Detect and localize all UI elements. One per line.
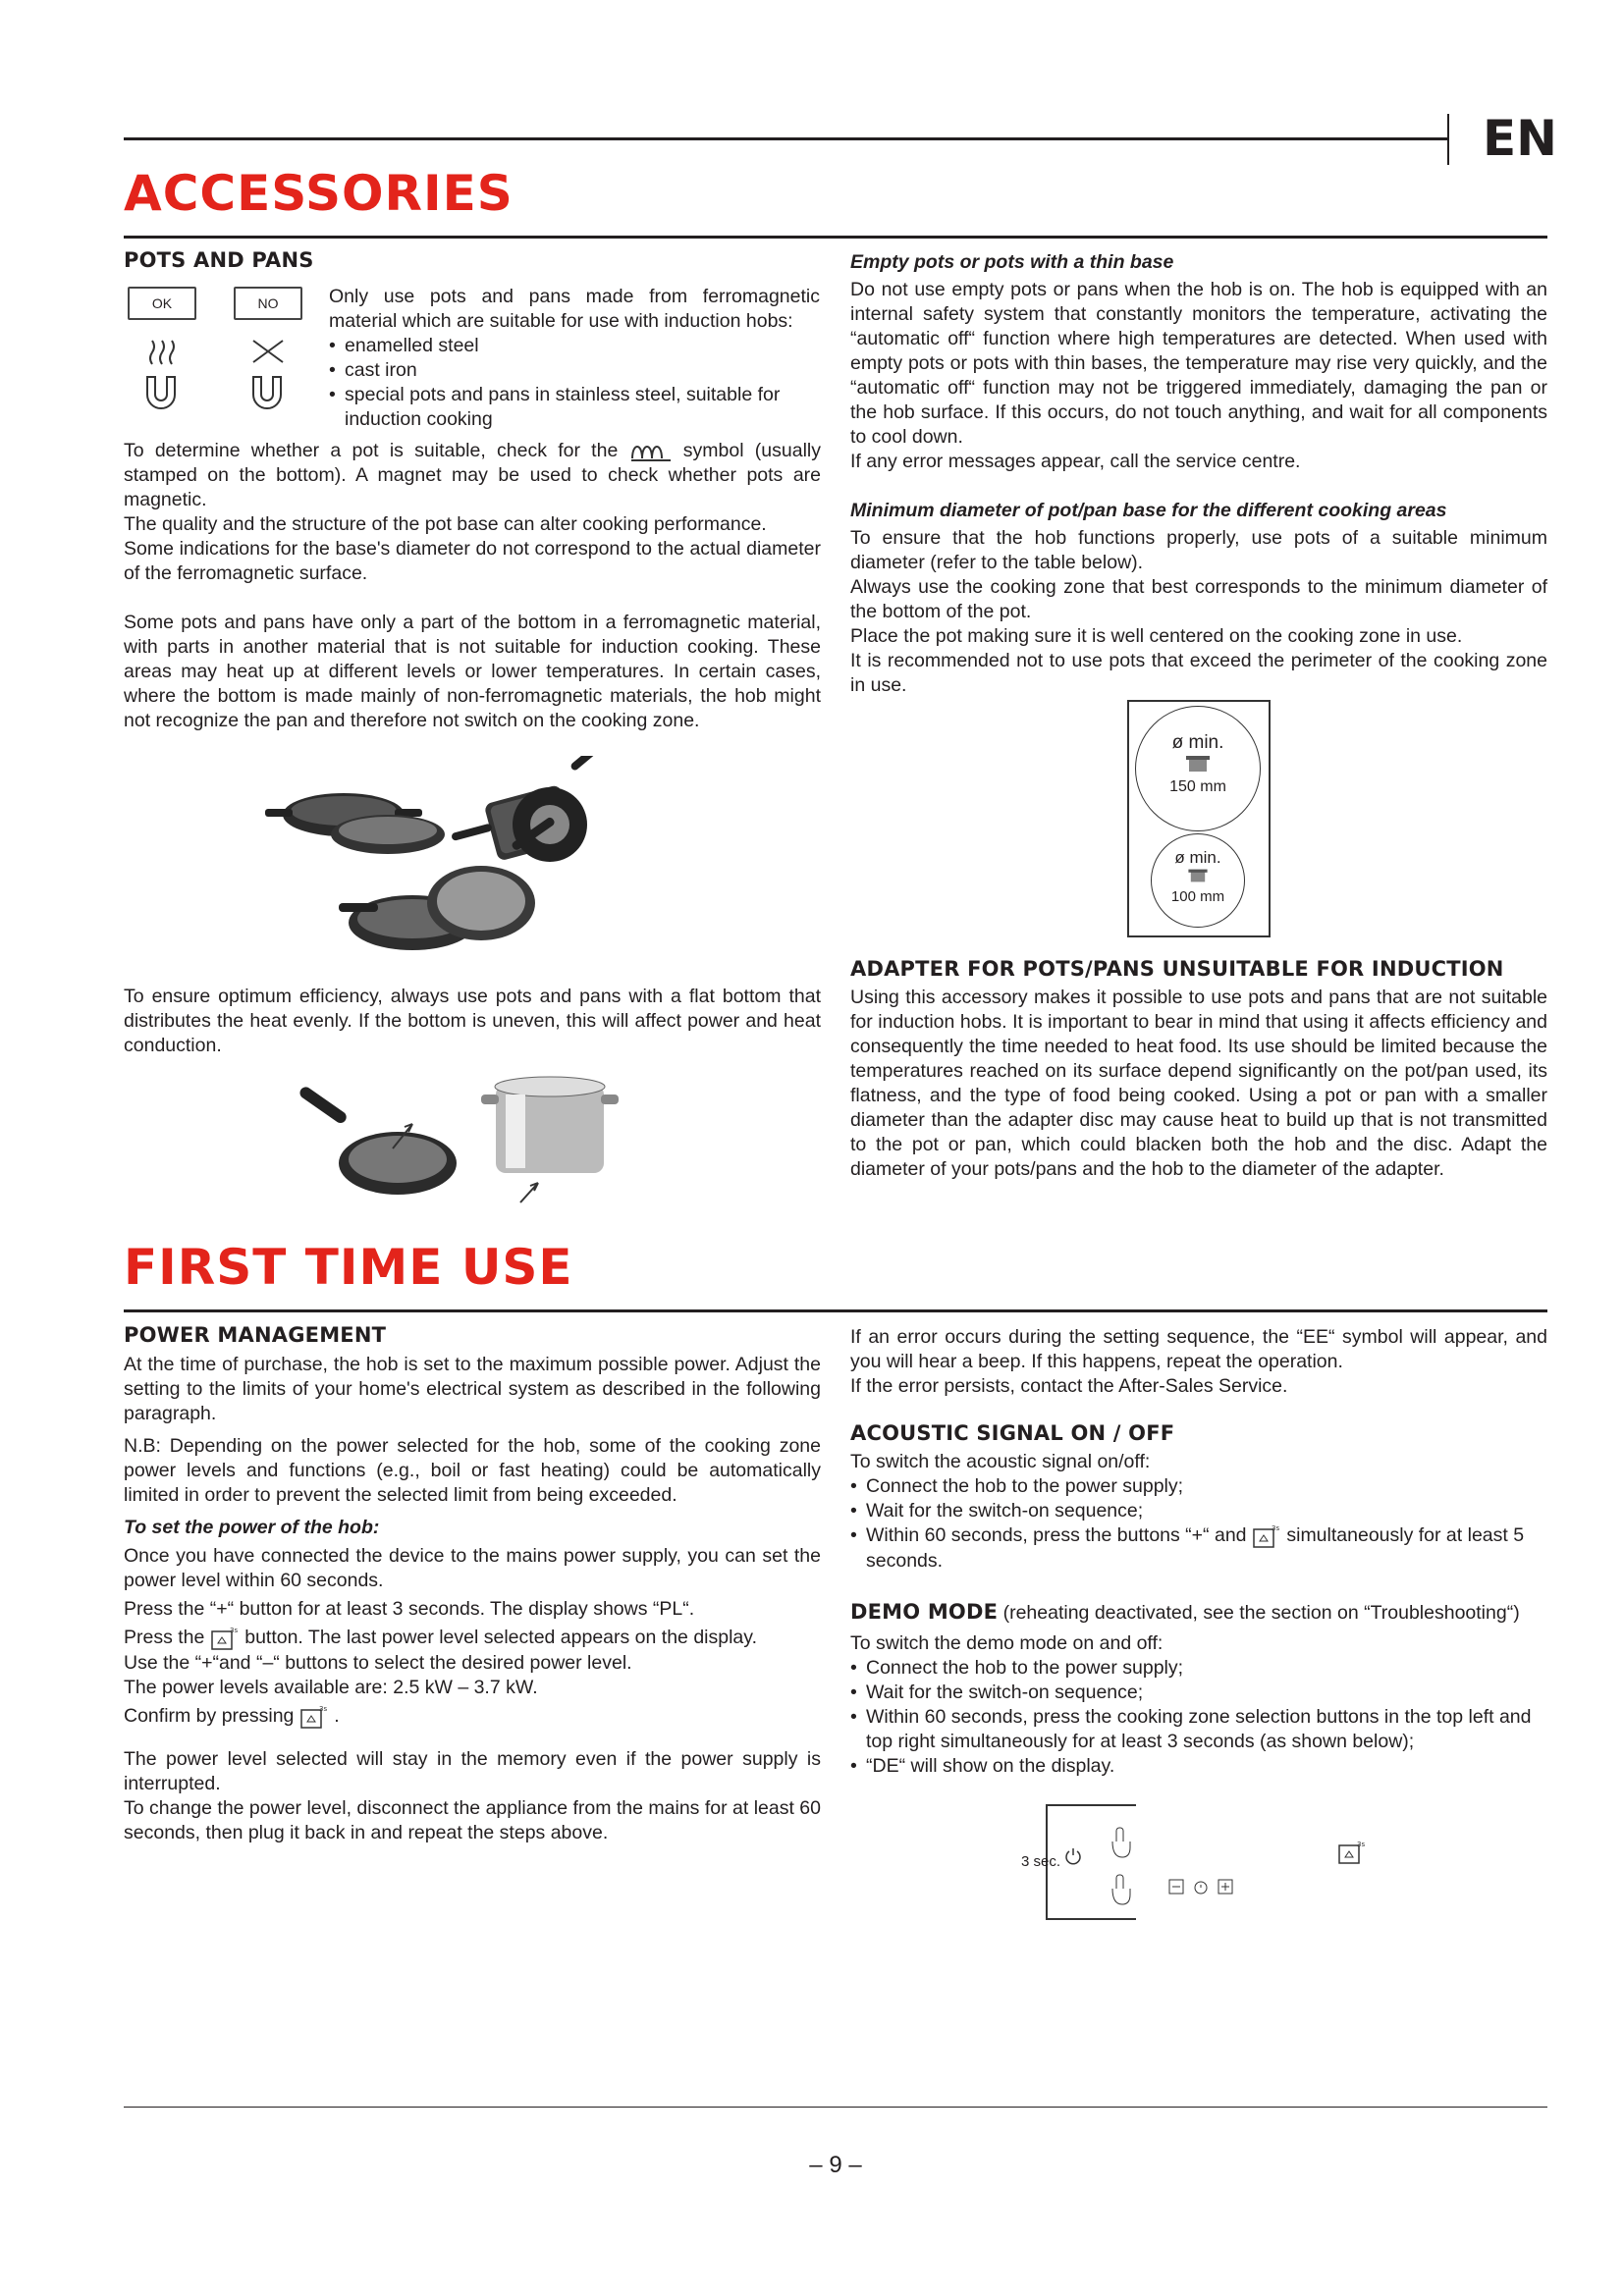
svg-text:3s: 3s <box>1271 1524 1280 1532</box>
demo-note: (reheating deactivated, see the section on “Troubleshooting“) <box>1002 1602 1520 1624</box>
demo-heading-line <box>850 1600 1520 1625</box>
power-s7: The power level selected will stay in the memory even if the power supply is interrupted. <box>124 1748 821 1794</box>
list-item: • Connect the hob to the power supply; <box>850 1474 1547 1499</box>
acoustic-block <box>850 1450 1547 1574</box>
demo-intro: To switch the demo mode on and off: <box>850 1632 1164 1654</box>
materials-list <box>329 334 820 432</box>
first-use-rule <box>124 1309 1547 1312</box>
min-diameter-p3: Place the pot making sure it is well centered on the cooking zone in use. <box>850 625 1463 647</box>
pots-intro-block <box>329 285 820 432</box>
quality-text: The quality and the structure of the pot base can alter cooking performance. <box>124 513 767 535</box>
plus-button-icon <box>1218 1879 1233 1895</box>
power-s4: Use the “+“and “–“ buttons to select the desired power level. <box>124 1652 632 1674</box>
zone-small-size: 100 mm <box>1170 888 1225 905</box>
power-sub-heading: To set the power of the hob: <box>124 1517 380 1538</box>
symbol-pre: To determine whether a pot is suitable, check for the <box>124 440 619 461</box>
pots-text-block <box>124 439 821 733</box>
lock-key-icon <box>1337 1840 1367 1865</box>
power-s3-post: button. The last power level selected appears on the display. <box>244 1627 757 1649</box>
list-item: • enamelled steel <box>329 334 820 358</box>
min-diameter-p2: Always use the cooking zone that best corresponds to the minimum diameter of the bottom of the pot. <box>850 576 1547 622</box>
pan-pot-illustration <box>295 1065 648 1212</box>
ee-block <box>850 1325 1547 1399</box>
acoustic-last-pre: Within 60 seconds, press the buttons “+“ and <box>866 1524 1247 1547</box>
power-s2: Press the “+“ button for at least 3 seconds. The display shows “PL“. <box>124 1598 695 1620</box>
induction-coil-icon <box>629 441 673 462</box>
power-s6-post: . <box>334 1705 340 1728</box>
accessories-title: ACCESSORIES <box>124 165 514 222</box>
zone-large-circle <box>1135 706 1261 831</box>
ee-p1: If an error occurs during the setting sequence, the “EE“ symbol will appear, and you will hear a beep. If this happens, repeat the operation. <box>850 1326 1547 1372</box>
first-use-title: FIRST TIME USE <box>124 1239 573 1296</box>
power-block <box>124 1353 821 1845</box>
demo-heading: DEMO MODE <box>850 1600 999 1624</box>
pots-intro: Only use pots and pans made from ferromagnetic material which are suitable for use with induction hobs: <box>329 286 820 332</box>
min-diameter-p4: It is recommended not to use pots that exceed the perimeter of the cooking zone in use. <box>850 650 1547 696</box>
demo-list <box>850 1656 1547 1779</box>
svg-text:3s: 3s <box>1357 1841 1366 1848</box>
flat-bottom-text: To ensure optimum efficiency, always use pots and pans with a flat bottom that distributes the heat evenly. If the bottom is uneven, this will affect power and heat conduction. <box>124 986 821 1056</box>
heat-waves-icon <box>147 339 177 366</box>
svg-text:3s: 3s <box>229 1627 238 1634</box>
list-item: • special pots and pans in stainless steel, suitable for induction cooking <box>329 383 820 432</box>
demo-diagram <box>1021 1796 1375 1924</box>
lock-key-icon <box>210 1626 240 1651</box>
zone-small-circle <box>1151 833 1245 928</box>
svg-text:3s: 3s <box>318 1705 327 1713</box>
footer-rule <box>124 2107 1547 2108</box>
power-icon <box>1064 1847 1082 1865</box>
power-s8: To change the power level, disconnect the appliance from the mains for at least 60 seconds, then plug it back in and repeat the steps above. <box>124 1797 821 1843</box>
power-s6 <box>124 1704 821 1730</box>
cooking-zone-diagram <box>1127 700 1271 937</box>
zone-large-label: ø min. <box>1171 732 1224 753</box>
list-item: • cast iron <box>329 358 820 383</box>
diagram-duration-label: 3 sec. <box>1021 1853 1061 1870</box>
adapter-text: Using this accessory makes it possible to use pots and pans that are not suitable for induction hobs. It is important to bear in mind that using it affects efficiency and consequently the time needed to heat food. Its use should be limited because the temperatures reached on its surface depend significantly on the pot/pan used, its flatness, and the type of food being cooked. Using a pot or pan with a smaller diameter than the adapter disc may cause heat to build up that is not transmitted to the pot or pan, which could blacken both the hob and the disc. Adapt the diameter of your pots/pans and the hob to the diameter of the adapter. <box>850 987 1547 1180</box>
power-s3-pre: Press the <box>124 1627 205 1649</box>
empty-pots-heading: Empty pots or pots with a thin base <box>850 251 1174 273</box>
header-divider <box>1447 114 1449 165</box>
indications-text: Some indications for the base's diameter do not correspond to the actual diameter of the ferromagnetic surface. <box>124 538 821 584</box>
timer-icon <box>1193 1879 1209 1895</box>
zone-small-label: ø min. <box>1174 848 1221 867</box>
magnet-no-icon <box>247 373 287 412</box>
acoustic-list <box>850 1474 1547 1574</box>
zone-large-size: 150 mm <box>1169 778 1226 795</box>
list-item: • Wait for the switch-on sequence; <box>850 1499 1547 1523</box>
power-p1: At the time of purchase, the hob is set to the maximum possible power. Adjust the setting to the limits of your home's electrical system as described in the following paragraph. <box>124 1354 821 1424</box>
finger-press-icon <box>1110 1826 1131 1859</box>
acoustic-last-post: simultaneously for at least 5 seconds. <box>866 1524 1525 1572</box>
power-s1: Once you have connected the device to the mains power supply, you can set the power level within 60 seconds. <box>124 1545 821 1591</box>
pots-heading: POTS AND PANS <box>124 248 314 272</box>
power-heading: POWER MANAGEMENT <box>124 1323 387 1347</box>
pans-illustration <box>245 756 638 972</box>
acoustic-heading: ACOUSTIC SIGNAL ON / OFF <box>850 1421 1175 1445</box>
symbol-paragraph <box>124 439 821 512</box>
partial-text: Some pots and pans have only a part of the bottom in a ferromagnetic material, with parts in another material that is not suitable for induction cooking. These areas may heat up at different levels or lower temperatures. In certain cases, where the bottom is made mainly of non-ferromagnetic materials, the hob might not recognize the pan and therefore not switch on the cooking zone. <box>124 612 821 731</box>
power-s6-pre: Confirm by pressing <box>124 1705 295 1728</box>
accessories-rule <box>124 236 1547 239</box>
finger-press-icon <box>1110 1873 1131 1906</box>
ee-p2: If the error persists, contact the After-Sales Service. <box>850 1375 1288 1397</box>
list-item: • “DE“ will show on the display. <box>850 1754 1547 1779</box>
pot-icon <box>1185 868 1211 883</box>
min-diameter-p1: To ensure that the hob functions properly, use pots of a suitable minimum diameter (refer to the table below). <box>850 527 1547 573</box>
power-s3 <box>124 1626 821 1651</box>
minus-button-icon <box>1168 1879 1184 1895</box>
no-box: NO <box>234 287 302 320</box>
list-item: • Within 60 seconds, press the cooking zone selection buttons in the top left and top right simultaneously for at least 3 seconds (as shown below); <box>850 1705 1547 1754</box>
cross-icon <box>251 339 285 364</box>
ok-box: OK <box>128 287 196 320</box>
acoustic-intro: To switch the acoustic signal on/off: <box>850 1451 1151 1472</box>
pot-icon <box>1183 754 1213 774</box>
list-item <box>850 1523 1547 1574</box>
language-label: EN <box>1483 110 1558 167</box>
power-nb: N.B: Depending on the power selected for the hob, some of the cooking zone power levels and functions (e.g., boil or fast heating) could be automatically limited in order to prevent the selected limit from being exceeded. <box>124 1435 821 1506</box>
lock-key-icon <box>1252 1523 1281 1549</box>
symbol-post: symbol (usually stamped on the bottom). A magnet may be used to check whether pots are magnetic. <box>124 440 821 510</box>
magnet-ok-icon <box>141 373 181 412</box>
empty-pots-block <box>850 278 1547 474</box>
empty-pots-error: If any error messages appear, call the service centre. <box>850 451 1301 472</box>
power-s5: The power levels available are: 2.5 kW – 3.7 kW. <box>124 1677 538 1698</box>
min-diameter-heading: Minimum diameter of pot/pan base for the different cooking areas <box>850 500 1447 521</box>
page-number: – 9 – <box>809 2152 862 2178</box>
list-item: • Wait for the switch-on sequence; <box>850 1681 1547 1705</box>
demo-block <box>850 1631 1547 1779</box>
list-item: • Connect the hob to the power supply; <box>850 1656 1547 1681</box>
header-rule <box>124 137 1447 140</box>
empty-pots-text: Do not use empty pots or pans when the hob is on. The hob is equipped with an internal safety system that constantly monitors the temperature, activating the “automatic off“ function where high temperatures are detected. When used with empty pots or pots with thin bases, the temperature may rise very quickly, and the “automatic off“ function may not be triggered immediately, damaging the pan or the hob surface. If this occurs, do not touch anything, and wait for all components to cool down. <box>850 279 1547 448</box>
min-diameter-block <box>850 526 1547 698</box>
lock-key-icon <box>299 1704 329 1730</box>
adapter-heading: ADAPTER FOR POTS/PANS UNSUITABLE FOR INDUCTION <box>850 957 1504 981</box>
